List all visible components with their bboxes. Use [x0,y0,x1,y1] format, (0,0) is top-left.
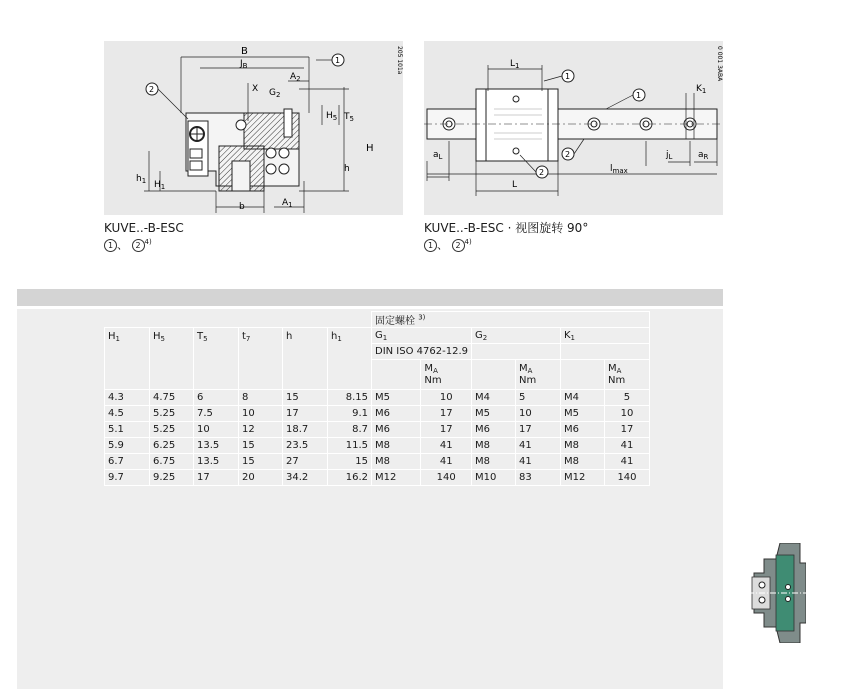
table-cell: M6 [560,422,604,438]
table-header-bar [17,289,723,306]
svg-text:0 001 3ABA: 0 001 3ABA [716,46,723,82]
table-cell: 13.5 [194,454,239,470]
table-cell: 13.5 [194,438,239,454]
table-cell: 41 [421,438,472,454]
blank-cell [560,344,649,360]
table-cell: 4.3 [105,390,150,406]
ma-header-1: $M_A$ Nm [421,360,472,390]
ma-header-2: $M_A$ Nm [515,360,560,390]
svg-text:JB: $J_B$ [240,59,248,70]
svg-text:2: 2 [149,85,155,94]
figure1-caption [104,221,184,253]
table-cell: 6.75 [150,454,194,470]
svg-text:1: 1 [636,91,642,100]
col-header-K1: $K_1$ [560,328,649,344]
table-row [105,454,650,470]
col-header-G1: $G_1$ [372,328,472,344]
svg-text:h: h [344,164,350,174]
table-cell: M8 [372,454,421,470]
table-cell: M5 [372,390,421,406]
table-cell: 15 [328,454,372,470]
table-cell: 17 [421,422,472,438]
table-row [105,422,650,438]
col-header-T5: $T_5$ [194,328,239,390]
svg-text:aL: $a_L$ [433,150,443,161]
svg-text:jL: $j_L$ [666,150,673,161]
table-cell: 18.7 [283,422,328,438]
blank-cell [471,360,515,390]
table-cell: 7.5 [194,406,239,422]
svg-text:X: X [252,84,259,94]
table-cell: M8 [471,454,515,470]
table-cell: 5.9 [105,438,150,454]
table-cell: 12 [239,422,283,438]
table-cell: 10 [604,406,649,422]
table-cell: 15 [283,390,328,406]
ma-header-3: $M_A$ Nm [604,360,649,390]
table-cell: 8.15 [328,390,372,406]
table-cell: M8 [560,438,604,454]
figure1-caption-text: KUVE..-B-ESC [104,221,184,235]
table-cell: 10 [239,406,283,422]
svg-text:h1: $h_1$ [136,174,147,185]
dimension-table [104,311,650,486]
svg-text:b: b [239,202,245,212]
svg-text:L1: $L_1$ [510,59,520,70]
svg-text:H: H [366,143,374,154]
blank-cell [471,344,560,360]
table-cell: 20 [239,470,283,486]
caption-note: 4) [144,238,152,246]
svg-text:G2: $G_2$ [269,88,281,99]
table-cell: 8 [239,390,283,406]
table-row [105,390,650,406]
table-cell: 5 [515,390,560,406]
caption-note: 4) [464,238,472,246]
table-cell: 4.5 [105,406,150,422]
table-cell: 10 [515,406,560,422]
blank-cell [105,312,372,328]
svg-text:T5: $T_5$ [344,112,354,123]
table-cell: 10 [421,390,472,406]
figure2-caption [424,221,588,253]
svg-text:A1: $A_1$ [282,198,293,209]
col-header-t7: $t_7$ [239,328,283,390]
callout-2: 2 [452,239,465,252]
svg-text:205 101a: 205 101a [396,46,403,75]
table-cell: 9.25 [150,470,194,486]
table-cell: M4 [471,390,515,406]
din-label: DIN ISO 4762-12.9 [372,344,472,360]
table-cell: M5 [471,406,515,422]
caption-sep: 、 [437,238,448,252]
rotated-view-drawing [424,41,723,215]
table-cell: 5 [604,390,649,406]
table-cell: 17 [604,422,649,438]
table-cell: 4.75 [150,390,194,406]
caption-sep: 、 [117,238,128,252]
blank-cell [560,360,604,390]
figure2-caption-callouts [424,235,588,253]
table-cell: 17 [421,406,472,422]
table-cell: 8.7 [328,422,372,438]
group-header-row [105,312,650,328]
col-header-G2: $G_2$ [471,328,560,344]
table-cell: M8 [372,438,421,454]
table-cell: M4 [560,390,604,406]
table-cell: M8 [471,438,515,454]
callout-1: 1 [104,239,117,252]
svg-text:H5: $H_5$ [326,111,338,122]
table-cell: 11.5 [328,438,372,454]
blank-cell [372,360,421,390]
figure1-caption-callouts [104,235,184,253]
table-cell: 15 [239,438,283,454]
svg-text:1: 1 [335,56,341,65]
table-cell: 16.2 [328,470,372,486]
svg-text:K1: $K_1$ [696,84,707,95]
svg-text:2: 2 [539,168,545,177]
svg-text:aR: $a_R$ [698,150,709,161]
table-cell: 6.25 [150,438,194,454]
table-cell: 6 [194,390,239,406]
table-cell: 10 [194,422,239,438]
table-row [105,406,650,422]
group-header [372,312,650,328]
table-cell: 9.7 [105,470,150,486]
table-row [105,470,650,486]
table-cell: 5.25 [150,406,194,422]
table-cell: 41 [604,438,649,454]
table-cell: 41 [515,438,560,454]
svg-text:L: L [512,180,518,190]
table-cell: M6 [471,422,515,438]
col-header-H1: $H_1$ [105,328,150,390]
cross-section-drawing [104,41,403,215]
table-cell: 9.1 [328,406,372,422]
svg-text:lmax: $l_{max}$ [610,164,628,175]
table-cell: 5.25 [150,422,194,438]
figure2-caption-text: KUVE..-B-ESC · 视图旋转 90° [424,221,589,235]
col-header-h1: $h_1$ [328,328,372,390]
col-header-h: h [283,328,328,390]
table-cell: 83 [515,470,560,486]
callout-2: 2 [132,239,145,252]
table-cell: 5.1 [105,422,150,438]
table-cell: M8 [560,454,604,470]
table-cell: 41 [515,454,560,470]
svg-text:1: 1 [565,72,571,81]
svg-text:H1: $H_1$ [154,180,166,191]
table-cell: 17 [283,406,328,422]
table-cell: 41 [604,454,649,470]
table-cell: M5 [560,406,604,422]
table-cell: 23.5 [283,438,328,454]
table-cell: 6.7 [105,454,150,470]
table-cell: 140 [421,470,472,486]
thumbnail-drawing [748,543,806,643]
group-header-note: 3) [418,313,426,322]
table-cell: M6 [372,422,421,438]
svg-text:2: 2 [565,150,571,159]
table-cell: M10 [471,470,515,486]
column-header-row [105,328,650,344]
table-cell: 17 [194,470,239,486]
table-cell: 34.2 [283,470,328,486]
callout-1: 1 [424,239,437,252]
svg-text:B: B [241,46,248,57]
table-cell: 27 [283,454,328,470]
table-cell: 140 [604,470,649,486]
table-cell: 15 [239,454,283,470]
table-row [105,438,650,454]
table-cell: 41 [421,454,472,470]
table-cell: 17 [515,422,560,438]
col-header-H5: $H_5$ [150,328,194,390]
table-cell: M12 [560,470,604,486]
group-header-text: 固定螺栓 [375,316,415,327]
svg-text:A2: $A_2$ [290,72,301,83]
table-cell: M6 [372,406,421,422]
table-cell: M12 [372,470,421,486]
